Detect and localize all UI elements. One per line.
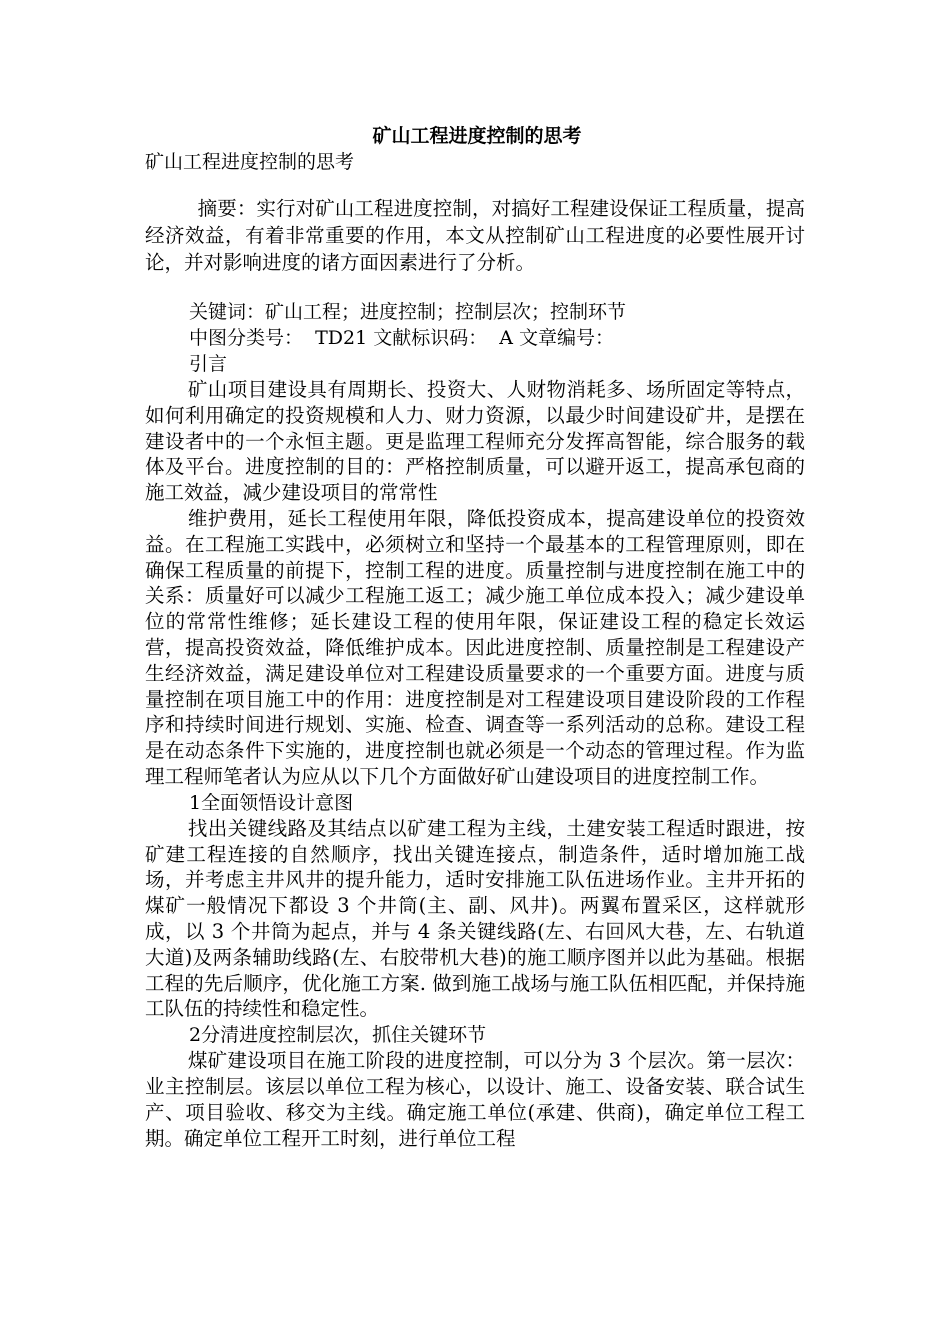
section-1-heading: 1全面领悟设计意图 (189, 791, 354, 814)
section-2-paragraph: 煤矿建设项目在施工阶段的进度控制，可以分为 3 个层次。第一层次：业主控制层。该层以单位工程为核心，以设计、施工、设备安装、联合试生产、项目验收、移交为主线。确定施工单位(承建、供商)，确定单位工程工期。确定单位工程开工时刻，进行单位工程 (145, 1049, 805, 1150)
intro-heading: 引言 (189, 353, 228, 375)
section-1-paragraph: 找出关键线路及其结点以矿建工程为主线，土建安装工程适时跟进，按矿建工程连接的自然顺序，找出关键连接点，制造条件，适时增加施工战场，并考虑主井风井的提升能力，适时安排施工队伍进场作业。主井开拓的煤矿一般情况下都设 3 个井筒(主、副、风井)。两翼布置采区，这样就形成，以 3 个井筒为起点，并与 4 条关键线路(左、右回风大巷，左、右轨道大道)及两条辅助线路(左、右胶带机大巷)的施工顺序图并以此为基础。根据工程的先后顺序，优化施工方案. 做到施工战场与施工队伍相匹配，并保持施工队伍的持续性和稳定性。 (145, 816, 805, 1021)
classification-line: 中图分类号： TD21 文献标识码： A 文章编号： (189, 327, 615, 349)
document-title: 矿山工程进度控制的思考 (372, 125, 582, 147)
document-subtitle: 矿山工程进度控制的思考 (145, 151, 355, 173)
keywords-line: 关键词：矿山工程；进度控制；控制层次；控制环节 (189, 301, 627, 323)
section-2-heading: 2分清进度控制层次，抓住关键环节 (189, 1024, 487, 1047)
intro-paragraph-1: 矿山项目建设具有周期长、投资大、人财物消耗多、场所固定等特点，如何利用确定的投资规模和人力、财力资源，以最少时间建设矿井，是摆在建设者中的一个永恒主题。更是监理工程师充分发挥高智能，综合服务的载体及平台。进度控制的目的：严格控制质量，可以避开返工，提高承包商的施工效益，减少建设项目的常常性 (145, 378, 805, 505)
document-page (145, 122, 805, 1151)
abstract-paragraph: 摘要：实行对矿山工程进度控制，对搞好工程建设保证工程质量，提高经济效益，有着非常重要的作用，本文从控制矿山工程进度的必要性展开讨论，并对影响进度的诸方面因素进行了分析。 (145, 197, 805, 274)
intro-paragraph-2: 维护费用，延长工程使用年限，降低投资成本，提高建设单位的投资效益。在工程施工实践中，必须树立和坚持一个最基本的工程管理原则，即在确保工程质量的前提下，控制工程的进度。质量控制与进度控制在施工中的关系：质量好可以减少工程施工返工；减少施工单位成本投入；减少建设单位的常常性维修；延长建设工程的使用年限，保证建设工程的稳定长效运营，提高投资效益，降低维护成本。因此进度控制、质量控制是工程建设产生经济效益，满足建设单位对工程建设质量要求的一个重要方面。进度与质量控制在项目施工中的作用：进度控制是对工程建设项目建设阶段的工作程序和持续时间进行规划、实施、检查、调查等一系列活动的总称。建设工程是在动态条件下实施的，进度控制也就必须是一个动态的管理过程。作为监理工程师笔者认为应从以下几个方面做好矿山建设项目的进度控制工作。 (145, 506, 805, 788)
